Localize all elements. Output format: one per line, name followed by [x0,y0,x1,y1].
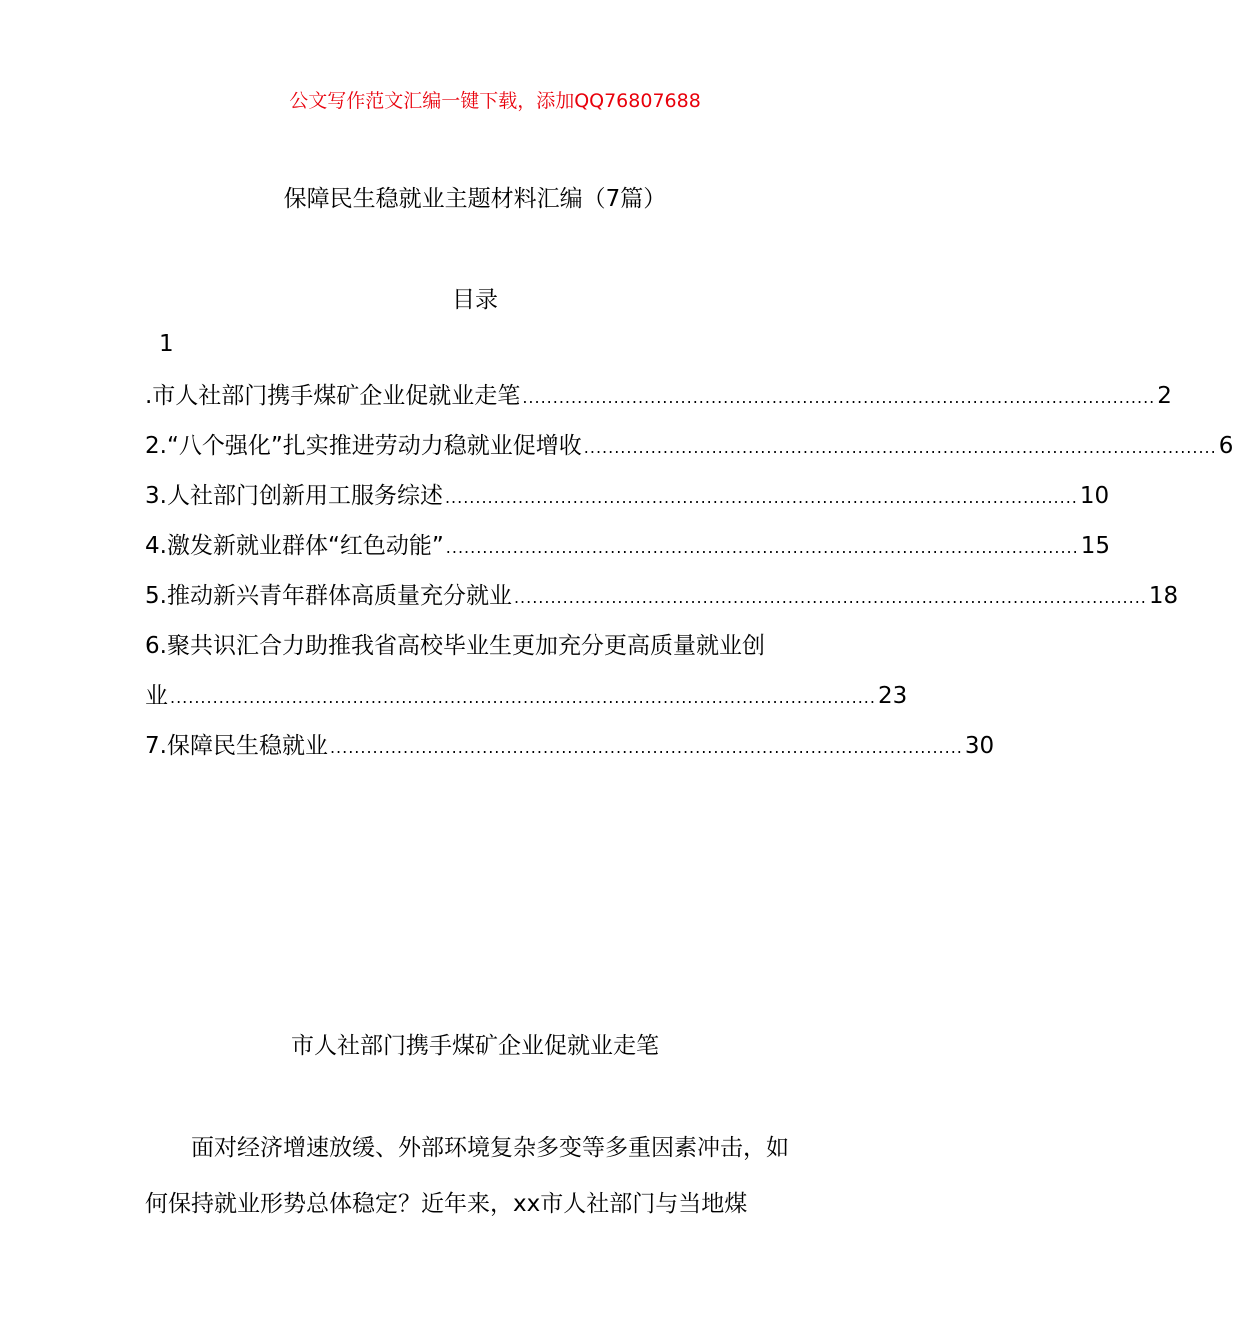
toc-page-number: 10 [1079,483,1110,509]
section-title: 市人社部门携手煤矿企业促就业走笔 [291,1033,659,1059]
toc-number-line: 1 [159,331,174,357]
body-paragraph: 面对经济增速放缓、外部环境复杂多变等多重因素冲击，如何保持就业形势总体稳定？近年来，xx市人社部门与当地煤 [145,1135,789,1217]
toc-leader-dots: ........................................................................................................ [513,588,1147,607]
toc-entry-3[interactable] [145,478,1110,528]
toc-entry-label: 2.“八个强化”扎实推进劳动力稳就业促增收 [145,433,582,459]
toc-entry-label-continued: 业 [145,683,168,709]
document-title: 保障民生稳就业主题材料汇编（7篇） [283,186,667,212]
toc-leader-dots: ........................................................................................................ [445,538,1079,557]
toc-entry-6-continued[interactable] [145,678,908,728]
toc-heading: 目录 [452,287,498,313]
toc-leader-dots: ........................................................................................................ [583,438,1217,457]
toc-leader-dots: ........................................................................................................ [522,388,1156,407]
toc-entry-label: .市人社部门携手煤矿企业促就业走笔 [145,383,521,409]
table-of-contents [145,378,1233,778]
toc-leader-dots: ........................................................................................................ [329,738,963,757]
toc-entry-4[interactable] [145,528,1110,578]
toc-page-number: 6 [1218,433,1233,459]
toc-entry-5[interactable] [145,578,1179,628]
toc-page-number: 2 [1157,383,1172,409]
toc-entry-label: 5.推动新兴青年群体高质量充分就业 [145,583,512,609]
toc-entry-label: 3.人社部门创新用工服务综述 [145,483,443,509]
toc-entry-label: 6.聚共识汇合力助推我省高校毕业生更加充分更高质量就业创 [145,633,765,659]
toc-entry-label: 7.保障民生稳就业 [145,733,328,759]
toc-entry-2[interactable] [145,428,1233,478]
promo-banner: 公文写作范文汇编一键下载，添加QQ76807688 [289,90,701,112]
toc-entry-7[interactable] [145,728,995,778]
toc-leader-dots: .................................................................................................................... [170,688,876,707]
toc-page-number: 15 [1080,533,1110,559]
toc-entry-6[interactable] [145,628,805,678]
toc-entry-1[interactable] [145,378,1172,428]
toc-entry-label: 4.激发新就业群体“红色动能” [145,533,444,559]
toc-page-number: 30 [964,733,995,759]
toc-page-number: 18 [1148,583,1179,609]
toc-page-number: 23 [877,683,908,709]
toc-leader-dots: ........................................................................................................ [444,488,1078,507]
